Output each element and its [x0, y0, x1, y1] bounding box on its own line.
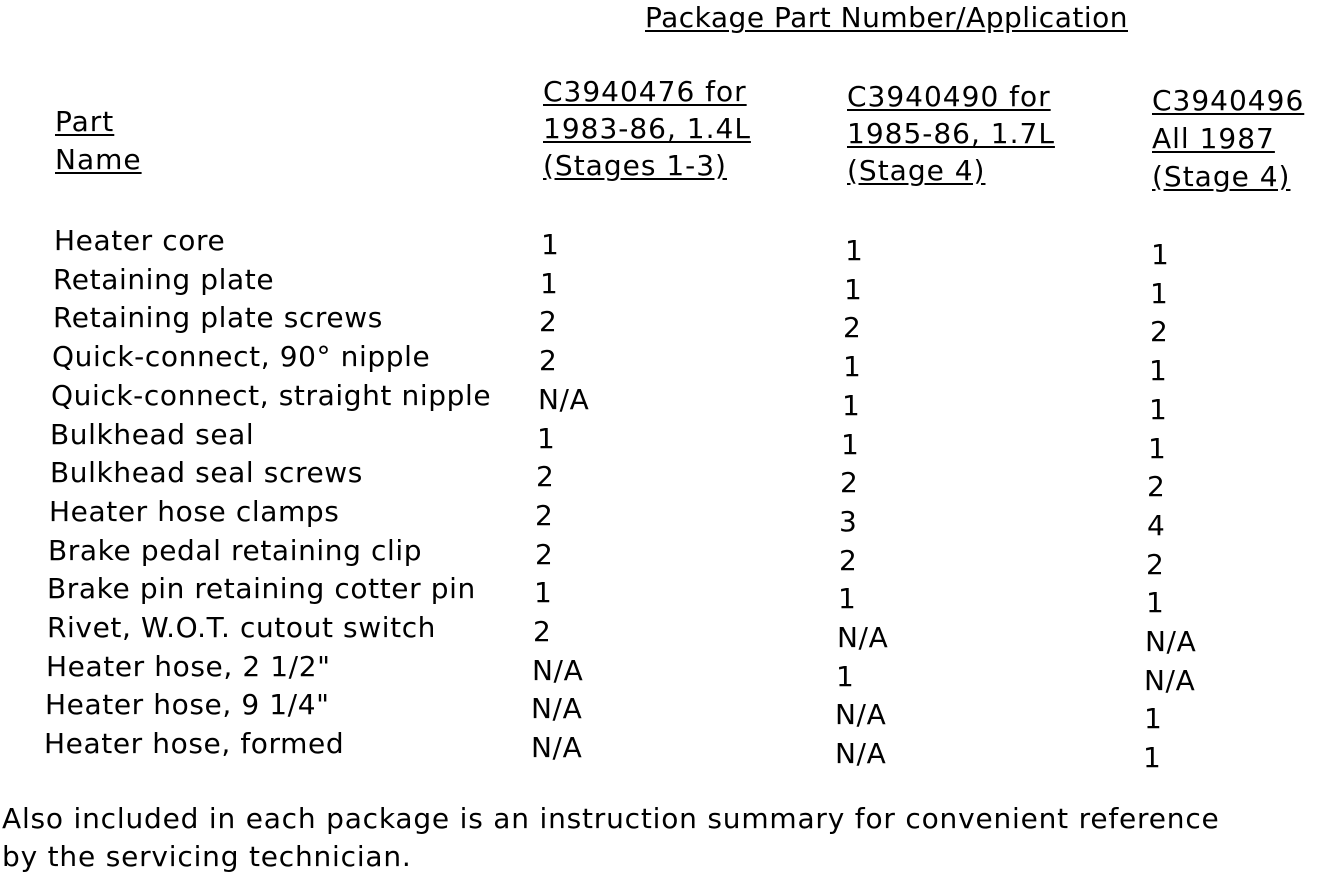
qty-col2-cell: N/A [835, 737, 887, 770]
qty-col1-cell: N/A [532, 654, 584, 687]
table-row [0, 725, 1344, 774]
qty-col2-cell: 1 [845, 234, 864, 267]
qty-col3-cell: 1 [1148, 432, 1167, 465]
column-header-line: C3940490 for [847, 80, 1051, 113]
qty-col2-cell: 2 [839, 544, 858, 577]
part-name-cell: Quick-connect, 90° nipple [52, 340, 431, 373]
part-name-cell: Heater core [54, 224, 226, 257]
qty-col2-cell: 2 [843, 311, 862, 344]
part-name-cell: Bulkhead seal screws [50, 456, 363, 489]
qty-col1-cell: 2 [533, 615, 552, 648]
column-header-line: (Stage 4) [1152, 160, 1291, 193]
table-super-header: Package Part Number/Application [645, 1, 1128, 34]
qty-col3-cell: 1 [1150, 277, 1169, 310]
table-row [0, 338, 1344, 387]
footer-line: by the servicing technician. [2, 840, 412, 873]
qty-col3-cell: N/A [1144, 664, 1196, 697]
part-name-cell: Quick-connect, straight nipple [51, 379, 492, 412]
qty-col2-cell: 1 [843, 350, 862, 383]
column-header-line: All 1987 [1152, 122, 1275, 155]
table-row [0, 493, 1344, 542]
column-header-c3940496 [1152, 82, 1304, 196]
qty-col1-cell: 2 [536, 460, 555, 493]
footer-note [2, 800, 1220, 876]
table-row [0, 570, 1344, 619]
column-header-line: C3940476 for [543, 75, 747, 108]
column-header-c3940476 [543, 73, 751, 184]
qty-col3-cell: 1 [1146, 586, 1165, 619]
column-header-line: 1985-86, 1.7L [847, 117, 1055, 150]
qty-col3-cell: 1 [1143, 741, 1162, 774]
qty-col2-cell: 1 [838, 582, 857, 615]
qty-col2-cell: 1 [841, 428, 860, 461]
column-header-line: 1983-86, 1.4L [543, 112, 751, 145]
part-name-cell: Brake pin retaining cotter pin [47, 572, 476, 605]
qty-col1-cell: N/A [531, 731, 583, 764]
qty-col1-cell: 2 [539, 344, 558, 377]
table-row [0, 532, 1344, 581]
part-name-cell: Bulkhead seal [50, 418, 255, 451]
table-row [0, 416, 1344, 465]
part-name-cell: Heater hose, 9 1/4" [45, 688, 330, 721]
part-name-cell: Heater hose, formed [44, 727, 345, 760]
qty-col2-cell: 2 [840, 466, 859, 499]
table-row [0, 222, 1344, 271]
qty-col1-cell: 1 [537, 422, 556, 455]
column-header-c3940490 [847, 78, 1055, 189]
qty-col1-cell: 2 [535, 538, 554, 571]
qty-col3-cell: 1 [1149, 354, 1168, 387]
part-name-cell: Brake pedal retaining clip [48, 534, 423, 567]
qty-col2-cell: 1 [842, 389, 861, 422]
qty-col1-cell: 2 [535, 499, 554, 532]
table-row [0, 377, 1344, 426]
qty-col1-cell: 1 [540, 267, 559, 300]
column-header-part-name [55, 103, 142, 179]
column-header-line: C3940496 [1152, 84, 1305, 117]
footer-line: Also included in each package is an instruction summary for convenient reference [2, 802, 1220, 835]
qty-col3-cell: 1 [1149, 393, 1168, 426]
qty-col3-cell: N/A [1145, 625, 1197, 658]
table-row [0, 454, 1344, 503]
qty-col1-cell: 1 [534, 576, 553, 609]
qty-col3-cell: 1 [1144, 702, 1163, 735]
part-name-cell: Heater hose clamps [49, 495, 340, 528]
part-name-cell: Rivet, W.O.T. cutout switch [47, 611, 437, 644]
qty-col2-cell: 1 [844, 273, 863, 306]
qty-col2-cell: 1 [836, 660, 855, 693]
qty-col3-cell: 2 [1150, 315, 1169, 348]
qty-col3-cell: 1 [1151, 238, 1170, 271]
part-name-cell: Retaining plate [53, 263, 275, 296]
qty-col2-cell: N/A [837, 621, 889, 654]
qty-col3-cell: 4 [1147, 509, 1166, 542]
table-row [0, 686, 1344, 735]
table-row [0, 261, 1344, 310]
qty-col1-cell: N/A [538, 383, 590, 416]
table-row [0, 299, 1344, 348]
column-header-line: (Stages 1-3) [543, 149, 727, 182]
part-name-cell: Heater hose, 2 1/2" [46, 650, 331, 683]
qty-col1-cell: 1 [541, 228, 560, 261]
table-row [0, 648, 1344, 697]
table-row [0, 609, 1344, 658]
qty-col1-cell: N/A [531, 692, 583, 725]
qty-col1-cell: 2 [539, 305, 558, 338]
qty-col3-cell: 2 [1146, 548, 1165, 581]
column-header-line: Part [55, 105, 115, 138]
column-header-line: Name [55, 143, 142, 176]
qty-col3-cell: 2 [1147, 470, 1166, 503]
column-header-line: (Stage 4) [847, 154, 986, 187]
qty-col2-cell: 3 [839, 505, 858, 538]
qty-col2-cell: N/A [835, 698, 887, 731]
part-name-cell: Retaining plate screws [53, 301, 383, 334]
